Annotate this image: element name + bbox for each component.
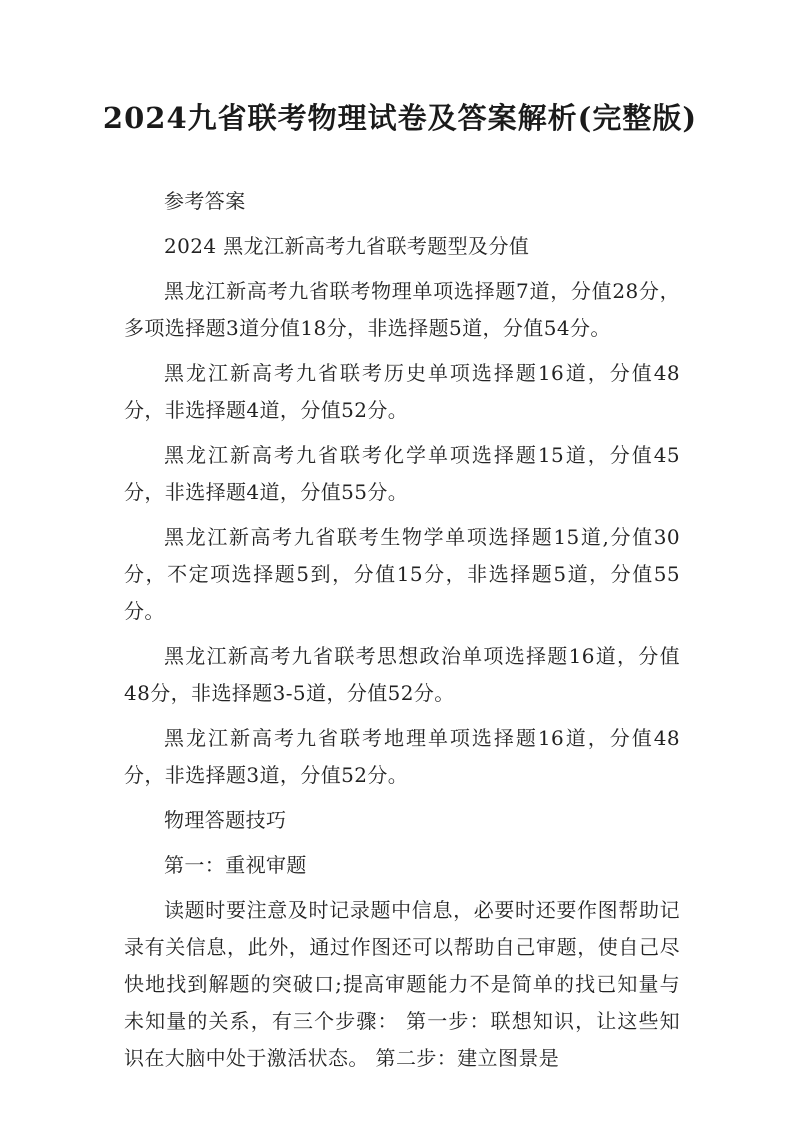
paragraph-tips-heading: 物理答题技巧: [164, 808, 287, 832]
paragraph-history: 黑龙江新高考九省联考历史单项选择题16道，分值48分，非选择题4道，分值52分。: [124, 361, 680, 422]
document-title: 2024九省联考物理试卷及答案解析(完整版): [102, 101, 698, 135]
paragraph-tip-one-body: 读题时要注意及时记录题中信息，必要时还要作图帮助记录有关信息，此外，通过作图还可以帮助自己审题，使自己尽快地找到解题的突破口;提高审题能力不是简单的找已知量与未知量的关系，有三个步骤： 第一步：联想知识，让这些知识在大脑中处于激活状态。 第二步：建立图景是: [124, 898, 680, 1070]
document-body: [124, 183, 680, 1077]
paragraph-physics: 黑龙江新高考九省联考物理单项选择题7道，分值28分，多项选择题3道分值18分，非选择题5道，分值54分。: [124, 279, 680, 340]
paragraph-politics: 黑龙江新高考九省联考思想政治单项选择题16道，分值48分，非选择题3-5道，分值52分。: [124, 644, 680, 705]
paragraph-biology: 黑龙江新高考九省联考生物学单项选择题15道,分值30分，不定项选择题5到，分值15分，非选择题5道，分值55分。: [124, 525, 680, 623]
paragraph-tip-one-heading: 第一：重视审题: [164, 853, 307, 877]
paragraph-answer-heading: 参考答案: [164, 189, 246, 213]
paragraph-geography: 黑龙江新高考九省联考地理单项选择题16道，分值48分，非选择题3道，分值52分。: [124, 726, 680, 787]
paragraph-chemistry: 黑龙江新高考九省联考化学单项选择题15道，分值45分，非选择题4道，分值55分。: [124, 443, 680, 504]
paragraph-section-heading: 2024 黑龙江新高考九省联考题型及分值: [164, 234, 530, 258]
